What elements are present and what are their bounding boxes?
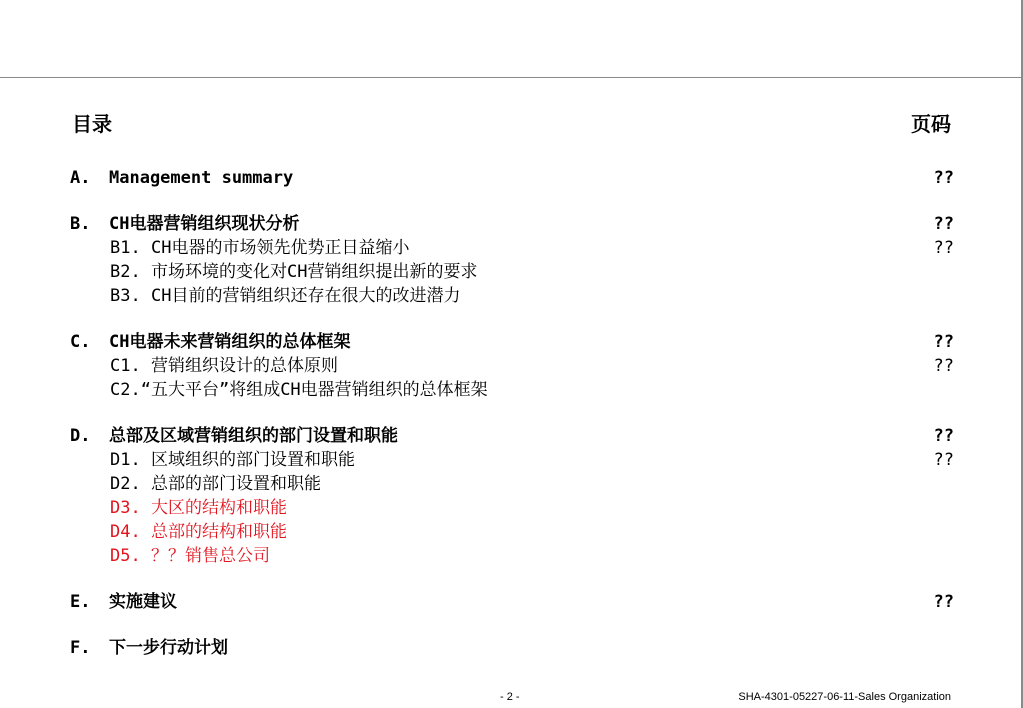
toc-subsection-c1[interactable] <box>70 354 954 378</box>
header-divider <box>0 77 1023 78</box>
subsection-text: 大区的结构和职能 <box>150 498 287 518</box>
subsection-page: ?? <box>933 238 954 258</box>
subsection-number: D2. <box>110 474 141 494</box>
section-title: CH电器未来营销组织的总体框架 <box>109 332 351 352</box>
subsection-text: CH电器的市场领先优势正日益缩小 <box>150 238 410 258</box>
subsection-text: 营销组织设计的总体原则 <box>150 356 338 376</box>
section-page: ?? <box>933 426 954 446</box>
subsection-number: C1. <box>110 356 141 376</box>
subsection-title <box>110 260 477 284</box>
toc-subsection-d1[interactable] <box>70 448 954 472</box>
subsection-title <box>110 520 287 544</box>
page-column-heading: 页码 <box>911 112 951 136</box>
subsection-title <box>110 378 488 402</box>
subsection-number: D5. <box>110 546 141 566</box>
subsection-number: C2. <box>110 380 141 400</box>
page-number: - 2 - <box>500 691 520 703</box>
subsection-text: 区域组织的部门设置和职能 <box>150 450 355 470</box>
subsection-number: B2. <box>110 262 141 282</box>
section-title: CH电器营销组织现状分析 <box>109 214 300 234</box>
toc-subsection-d2[interactable] <box>70 472 954 496</box>
section-page: ?? <box>933 332 954 352</box>
subsection-title <box>110 236 409 260</box>
toc-section-d[interactable] <box>70 424 954 448</box>
subsection-text: 总部的结构和职能 <box>150 522 287 542</box>
section-title: 总部及区域营销组织的部门设置和职能 <box>109 426 398 446</box>
toc-subsection-d3[interactable] <box>70 496 954 520</box>
toc-subsection-b1[interactable] <box>70 236 954 260</box>
toc-subsection-d4[interactable] <box>70 520 954 544</box>
subsection-title <box>110 544 270 568</box>
subsection-title <box>110 448 355 472</box>
section-title: 下一步行动计划 <box>109 638 228 658</box>
toc-subsection-d5[interactable] <box>70 544 954 568</box>
section-letter: F. <box>70 638 91 658</box>
subsection-number: B1. <box>110 238 141 258</box>
section-letter: C. <box>70 332 91 352</box>
section-page: ?? <box>933 214 954 234</box>
section-page: ?? <box>933 168 954 188</box>
section-letter: A. <box>70 168 91 188</box>
subsection-title <box>110 472 321 496</box>
toc-heading: 目录 <box>72 112 112 136</box>
subsection-number: D1. <box>110 450 141 470</box>
subsection-title <box>110 284 460 308</box>
toc-section-a[interactable] <box>70 166 954 190</box>
document-code: SHA-4301-05227-06-11-Sales Organization <box>738 691 951 703</box>
subsection-number: D4. <box>110 522 141 542</box>
subsection-text: 市场环境的变化对CH营销组织提出新的要求 <box>150 262 478 282</box>
toc-section-b[interactable] <box>70 212 954 236</box>
toc-section-c[interactable] <box>70 330 954 354</box>
toc-section-e[interactable] <box>70 590 954 614</box>
toc-section-f[interactable] <box>70 636 954 660</box>
subsection-title <box>110 354 338 378</box>
subsection-title <box>110 496 287 520</box>
section-title: Management summary <box>109 168 294 188</box>
toc-subsection-b3[interactable] <box>70 284 954 308</box>
table-of-contents <box>70 166 954 660</box>
subsection-text: CH目前的营销组织还存在很大的改进潜力 <box>150 286 461 306</box>
section-letter: B. <box>70 214 91 234</box>
section-letter: D. <box>70 426 91 446</box>
section-page: ?? <box>933 592 954 612</box>
section-letter: E. <box>70 592 91 612</box>
subsection-number: D3. <box>110 498 141 518</box>
subsection-page: ?? <box>933 356 954 376</box>
toc-subsection-b2[interactable] <box>70 260 954 284</box>
subsection-text: 总部的部门设置和职能 <box>150 474 321 494</box>
section-title: 实施建议 <box>109 592 177 612</box>
subsection-text: “五大平台”将组成CH电器营销组织的总体框架 <box>140 380 488 400</box>
subsection-page: ?? <box>933 450 954 470</box>
subsection-text: ？？销售总公司 <box>150 546 270 566</box>
toc-subsection-c2[interactable] <box>70 378 954 402</box>
subsection-number: B3. <box>110 286 141 306</box>
